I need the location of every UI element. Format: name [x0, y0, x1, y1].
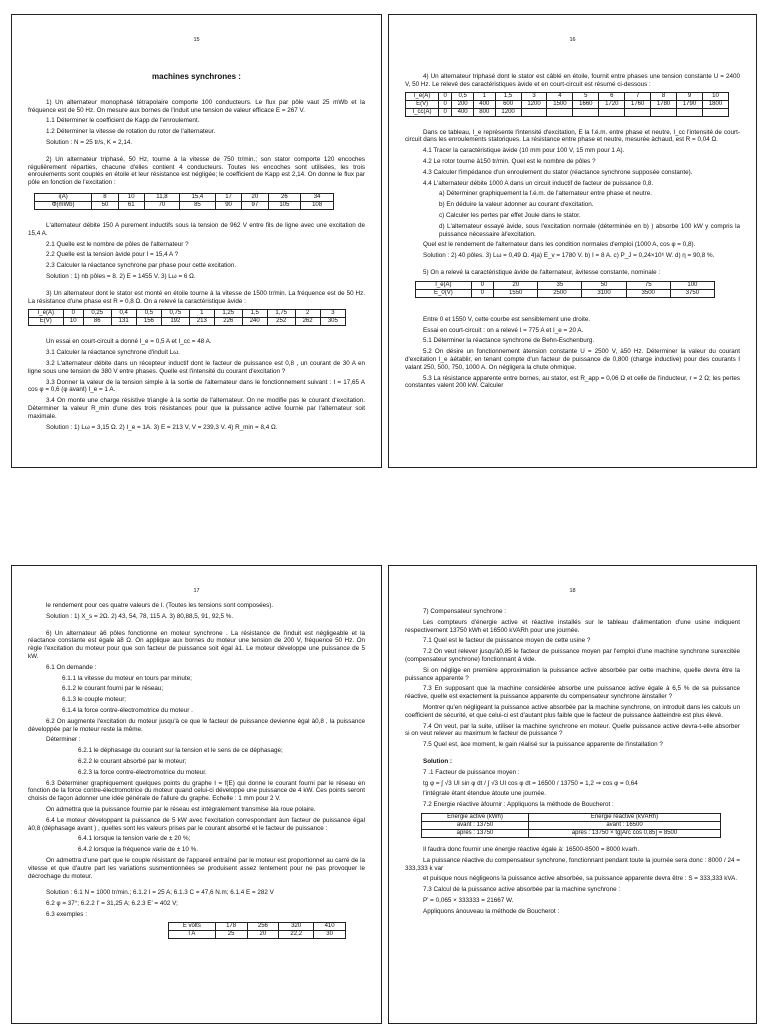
table-cell [702, 108, 728, 116]
paragraph: 6.1.1 la vitesse du moteur en tours par minute; [62, 674, 192, 682]
paragraph: 1) Un alternateur monophasé tétrapolaire comporte 100 conducteurs. Le flux par pôle vaut 25 mWb et la fréquence est de 50 Hz. On mesure aux bornes de l'induit une tension de valeur efficace E = 267 V. [28, 98, 365, 114]
table-cell: 305 [320, 318, 345, 326]
table-cell: 34 [301, 193, 334, 201]
table-row [29, 310, 346, 318]
table-cell: 4 [547, 92, 573, 100]
table-cell: 25 [215, 930, 247, 938]
table-cell [677, 108, 703, 116]
paragraph: Essai en court-circuit : on a relevé I = 775 A et I_e = 20 A. [423, 326, 584, 334]
table-cell: 20 [494, 281, 538, 289]
table-cell: I A [169, 930, 216, 938]
table-cell: 11,8 [144, 193, 179, 201]
table-cell: 256 [247, 922, 279, 930]
table-cell: 0 [439, 108, 452, 116]
table-cell: 131 [111, 318, 136, 326]
table-cell: 800 [473, 108, 495, 116]
solution: Solution : 1) Lω = 3,15 Ω. 2) I_e = 1A. 3) E = 213 V, V = 239,3 V. 4) R_min = 8,4 Ω. [46, 423, 278, 431]
paragraph: 6.3 Déterminer graphiquement quelques points du graphe I = f(E) qui donne le courant fourni par le réseau en fonction de la force contre-électromotrice du moteur quand celui-ci développe une puissance de 4 kW. Ces points seront choisis de façon àdonner une idée générale de l'allure du graphe. Echelle : 1 mm pour 2 V. [28, 779, 365, 803]
page-number: 15 [193, 37, 200, 43]
table-cell: 1,25 [214, 310, 242, 318]
table-cell: I_e(A) [406, 92, 439, 100]
table-cell: 50 [582, 281, 626, 289]
table-cell: 105 [268, 201, 301, 209]
table-cell: 1800 [702, 100, 728, 108]
solution: 6.3 exemples : [46, 910, 87, 918]
table-cell: 20 [242, 193, 268, 201]
table-cell: 75 [626, 281, 670, 289]
table-cell: 0,5 [452, 92, 474, 100]
paragraph: 6.1.4 la force contre-électromotrice du moteur . [62, 706, 193, 714]
paragraph: 7.5 Quel est, àce moment, le gain réalisé sur la puissance apparente de l'installation ? [423, 741, 663, 749]
table-row [35, 193, 334, 201]
paragraph: Dans ce tableau, I_e représente l'intensité d'excitation, E la f.é.m. entre phase et neutre, I_cc l'intensité de court-circuit dans les enroulements statoriques. La résistance entre phase et neutre, mesurée àchaud, est R = 0,04 Ω. [405, 128, 740, 144]
page-16 [388, 14, 757, 468]
table-row [416, 281, 715, 289]
table-cell: 1,5 [242, 310, 267, 318]
paragraph: Les compteurs d'énergie active et réactive installés sur le tableau d'alimentation d'une usine indiquent respectivement 13750 kWh et 16500 kVARh pour une journée. [405, 618, 740, 634]
table-cell: 156 [136, 318, 161, 326]
example-table [168, 922, 346, 939]
table-cell: 108 [301, 201, 334, 209]
table-cell: 9 [677, 92, 703, 100]
paragraph: d) L'alternateur essayé àvide, sous l'excitation normale (déterminée en b) ) absorbe 100 kW y compris la puissance nécessaire àl'excitation. [439, 222, 740, 238]
paragraph: 4.2 Le rotor tourne à150 tr/min. Quel est le nombre de pôles ? [423, 157, 596, 165]
table-cell: 100 [670, 281, 714, 289]
table-cell: 400 [473, 100, 495, 108]
table-cell: 2 [295, 310, 320, 318]
solution: Solution : 1) nb pôles = 8. 2) E = 1455 V. 3) Lω = 6 Ω. [46, 272, 196, 280]
table-cell: 15,4 [179, 193, 215, 201]
paragraph: Quel est le rendement de l'alternateur dans les condition normales d'emploi (1000 A, cos φ = 0,8). [423, 241, 696, 249]
table-cell: avant : 13750 [422, 821, 529, 829]
table-row [406, 92, 729, 100]
paragraph: a) Déterminer graphiquement la f.é.m. de l'alternateur entre phase et neutre. [439, 190, 652, 198]
solution: Solution : 1) X_s = 2Ω. 2) 43, 54, 78, 115 A. 3) 80,88,5, 91, 92,5 %. [46, 612, 234, 620]
no-load-table [28, 309, 346, 326]
paragraph: et puisque nous négligeons la puissance active absorbée, sa puissance apparente devra être : S = 333,333 kVA. [423, 875, 738, 883]
paragraph: 4) Un alternateur triphasé dont le stator est câblé en étoile, fournit entre phases une tension constante U = 2400 V, 50 Hz. Le relevé des caractéristiques àvide et en court-circuit est résumé ci-dessous : [405, 73, 740, 88]
table-cell: 0 [471, 281, 493, 289]
paragraph: 4.3 Calculer l'impédance d'un enroulement du stator (réactance synchrone supposée constante). [423, 168, 693, 176]
table-cell: i(A) [35, 193, 92, 201]
table-cell [651, 108, 677, 116]
table-cell: avant : 16500 [529, 821, 721, 829]
paragraph: Si on néglige en première approximation la puissance active absorbée par cette machine, quelle devra être la puissance apparente ? [405, 666, 740, 682]
table-cell: 1,5 [495, 92, 521, 100]
paragraph: 7.2 On veut relever jusqu'à0,85 le facteur de puissance moyen par l'emploi d'une machine synchrone surexcitée (compensateur synchrone) fonctionnant à vide. [405, 648, 740, 663]
table-cell: 1760 [625, 100, 651, 108]
table-row [406, 108, 729, 116]
paragraph: On admettra que la puissance fournie par le réseau est intégralement transmise àla roue polaire. [46, 805, 316, 813]
table-cell [521, 108, 547, 116]
page-number: 16 [569, 37, 576, 43]
table-cell: 1 [189, 310, 214, 318]
table-cell: 8 [651, 92, 677, 100]
table-cell: 320 [279, 922, 314, 930]
paragraph: Montrer qu'en négligeant la puissance active absorbée par la machine synchrone, on introduit dans les calculs un coefficient de sécurité, et que celui-ci est d'autant plus faible que le facteur de puissance àatteindre est plus élevé. [405, 703, 740, 719]
paragraph: 3.3 Donner la valeur de la tension simple à la sortie de l'alternateur dans le fonctionnement suivant : I = 17,65 A cos φ = 0,6 (φ avant) I_e = 1 A. [28, 378, 365, 394]
paragraph: Appliquons ànouveau la méthode de Boucherot : [423, 907, 560, 915]
paragraph: 7.2 Energie réactive àfournir : Appliquons la méthode de Boucherot : [423, 801, 614, 809]
table-cell: 10 [118, 193, 144, 201]
paragraph: 5.2 On désire un fonctionnement àtension constante U = 2500 V, à50 Hz. Déterminer la valeur du courant d'excitation I_e àétablir, en tenant compte d'un facteur de puissance de 0,800 (charge inductive) pour des courants I valant 250, 500, 750, 1000 A. On négligera la chute ohmique. [405, 348, 740, 371]
table-cell: 6 [599, 92, 625, 100]
table-cell: 200 [452, 100, 474, 108]
paragraph: On admettra d'une part que le couple résistant de l'appareil entraîné par le moteur est proportionnel au carré de la vitesse et que d'autre part les variations susmentionnées se produisent assez lentement pour ne pas provoquer le décrochage du moteur. [28, 856, 365, 880]
paragraph: l'intégrale étant étendue àtoute une journée. [423, 790, 547, 798]
table-cell: 1 [473, 92, 495, 100]
paragraph: Un essai en court-circuit a donné I_e = 0,5 A et I_cc = 48 A. [46, 338, 212, 346]
table-cell: 70 [144, 201, 179, 209]
table-cell: 1720 [599, 100, 625, 108]
paragraph: 3.4 On monte une charge résistive triangle à la sortie de l'alternateur. On ne modifie pas le courant d'excitation. Déterminer la valeur R_min d'une des trois résistances pour que la puissance active fournie par l'alternateur soit maximale. [28, 397, 365, 420]
table-cell: 10 [63, 318, 83, 326]
paragraph: 7.4 On veut, par la suite, utiliser la machine synchrone en moteur. Quelle puissance active devra-t-elle absorber si on veut relever au maximum le facteur de puissance ? [405, 722, 740, 738]
table-cell: I_cc(A) [406, 108, 439, 116]
paragraph: 6.1.2 le courant fourni par le réseau; [62, 685, 164, 693]
table-cell: 252 [267, 318, 295, 326]
paragraph: 7 .1 Facteur de puissance moyen : [423, 768, 520, 776]
table-cell: 1200 [521, 100, 547, 108]
no-load-table [415, 281, 715, 298]
table-cell: 5 [573, 92, 599, 100]
paragraph: 6.1 On demande : [46, 663, 97, 671]
table-row [416, 289, 715, 297]
paragraph: 2.3 Calculer la réactance synchrone par phase pour cette excitation. [46, 262, 237, 270]
paragraph: 6.2.2 le courant absorbé par le moteur; [78, 757, 187, 765]
table-cell: après : 13750 × tg[Arc cos 0,85] = 8500 [529, 829, 721, 837]
table-cell: 0,75 [162, 310, 190, 318]
table-cell [599, 108, 625, 116]
paragraph: 6.4.2 lorsque la fréquence varie de ± 10 %. [78, 846, 199, 854]
table-cell: 61 [118, 201, 144, 209]
paragraph: 5.3 La résistance apparente entre bornes, au stator, est R_app = 0,06 Ω et celle de l'inducteur, r = 2 Ω; les pertes constantes valent 200 kW. Calculer [405, 374, 740, 390]
table-cell: 30 [314, 930, 346, 938]
table-cell: 0,4 [111, 310, 136, 318]
page-number: 17 [193, 588, 200, 594]
table-cell: 3500 [626, 289, 670, 297]
table-cell: 97 [242, 201, 268, 209]
paragraph: 2) Un alternateur triphasé, 50 Hz, tourne à la vitesse de 750 tr/min.; son stator comporte 120 encoches régulièrement réparties, chacune d'elles contient 4 conducteurs. Toutes les encoches sont utilisées, les trois enroulements sont couplés en étoile et leur résistance est négligée; le coefficient de Kapp est 2,14. On donne le flux par pôle en fonction de l'excitation : [28, 155, 365, 187]
paragraph: 7) Compensateur synchrone : [423, 608, 506, 615]
table-cell: 262 [295, 318, 320, 326]
table-cell: 8 [92, 193, 118, 201]
table-cell [625, 108, 651, 116]
formula: tg φ = ∫ √3 UI sin φ dt / ∫ √3 UI cos φ dt = 16500 / 13750 = 1,2 ⇒ cos φ = 0,64 [423, 779, 638, 787]
paragraph: 3.2 L'alternateur débite dans un récepteur inductif dont le facteur de puissance est 0,8 , un courant de 30 A en ligne sous une tension de 380 V entre phases. Quelle est l'intensité du courant d'excitation ? [28, 359, 365, 375]
paragraph: 7.3 Calcul de la puissance active absorbée par la machine synchrone : [423, 886, 621, 894]
page-number: 18 [569, 588, 576, 594]
paragraph: 6.4.1 lorsque la tension varie de ± 20 %; [78, 835, 191, 843]
solution-heading: Solution : [423, 757, 453, 765]
energy-table [421, 813, 721, 838]
table-cell: 86 [83, 318, 111, 326]
solution: Solution : N = 25 tr/s, K = 2,14. [46, 138, 133, 146]
paragraph: 3.1 Calculer la réactance synchrone d'induit Lω. [46, 349, 180, 357]
table-cell: 0 [471, 289, 493, 297]
solution: Solution : 2) 40 pôles. 3) Lω = 0,49 Ω. 4)a) E_v = 1780 V. b) I = 8 A. c) P_J = 0,24×10⁶ W. d) η = 90,8 %. [423, 252, 715, 260]
table-cell: 1550 [494, 289, 538, 297]
table-cell: 178 [215, 922, 247, 930]
table-cell: E_0(V) [416, 289, 472, 297]
table-cell: 410 [314, 922, 346, 930]
paragraph: 6) Un alternateur à6 pôles fonctionne en moteur synchrone . La résistance de l'induit est négligeable et la réactance constante est égale à8 Ω. On applique aux bornes du moteur une tension de 200 V, fréquence 50 Hz. On règle l'excitation du moteur pour que son facteur de puissance soit égal à1. Le moteur développe une puissance de 5 kW. [28, 629, 365, 660]
paragraph: c) Calculer les pertes par effet Joule dans le stator. [439, 211, 581, 219]
section-title: machines synchrones : [152, 72, 241, 81]
paragraph: La puissance réactive du compensateur synchrone, fonctionnant pendant toute la journée sera donc : 8000 / 24 = 333,333 k var [405, 856, 740, 872]
table-cell: 400 [452, 108, 474, 116]
page-15 [11, 14, 382, 468]
table-cell: 0 [439, 100, 452, 108]
table-cell: 35 [538, 281, 582, 289]
table-cell: 3 [320, 310, 345, 318]
table-cell: 226 [214, 318, 242, 326]
table-cell: E(V) [406, 100, 439, 108]
flux-table [34, 193, 334, 210]
table-cell: 26 [268, 193, 301, 201]
paragraph: 7.1 Quel est le facteur de puissance moyen de cette usine ? [423, 637, 591, 645]
paragraph: 2.2 Quelle est la tension àvide pour I = 15,4 A ? [46, 251, 179, 259]
paragraph: Entre 0 et 1550 V, cette courbe est sensiblement une droite. [423, 315, 591, 323]
table-cell: E volts [169, 922, 216, 930]
table-cell: 10 [702, 92, 728, 100]
paragraph: P' = 0,065 × 333333 = 21667 W. [423, 896, 514, 904]
table-cell: 1200 [495, 108, 521, 116]
paragraph: 6.1.3 le couple moteur; [62, 696, 127, 704]
page-18 [388, 565, 757, 1024]
table-cell: 192 [162, 318, 190, 326]
table-cell: 0 [439, 92, 452, 100]
table-row [169, 930, 346, 938]
table-row [169, 922, 346, 930]
paragraph: 1.1 Déterminer le coefficient de Kapp de l'enroulement. [46, 117, 200, 125]
table-cell: 2500 [538, 289, 582, 297]
characteristics-table [405, 92, 729, 117]
table-cell: I_e(A) [416, 281, 472, 289]
paragraph: 4.1 Tracer la caractéristique àvide (10 mm pour 100 V, 15 mm pour 1 A). [423, 147, 625, 155]
solution: 6.2 φ = 37°; 6.2.2 I' = 31,25 A; 6.2.3 E' = 402 V; [46, 900, 178, 908]
table-cell: Energie active (kWh) [422, 813, 529, 821]
table-cell: 90 [215, 201, 241, 209]
table-cell: 0,25 [83, 310, 111, 318]
table-cell: 22,2 [279, 930, 314, 938]
table-cell: 3 [521, 92, 547, 100]
table-cell: 600 [495, 100, 521, 108]
paragraph: 2.1 Quelle est le nombre de pôles de l'alternateur ? [46, 240, 189, 248]
page-17 [11, 565, 382, 1024]
table-cell: 1780 [651, 100, 677, 108]
table-cell: 20 [247, 930, 279, 938]
table-cell: 85 [179, 201, 215, 209]
table-cell: 1790 [677, 100, 703, 108]
table-cell: 1,75 [267, 310, 295, 318]
paragraph: L'alternateur débite 150 A purement inductifs sous la tension de 962 V entre fils de ligne avec une excitation de 15,4 A. [28, 221, 365, 237]
solution: Solution : 6.1 N = 1000 tr/min.; 6.1.2 I = 25 A; 6.1.3 C = 47,6 N.m; 6.1.4 E = 282 V [46, 889, 274, 897]
table-row [35, 201, 334, 209]
table-cell: 1500 [547, 100, 573, 108]
table-cell: Φ(mWb) [35, 201, 92, 209]
paragraph: 7.3 En supposant que la machine considérée absorbe une puissance active égale à 6,5 % de sa puissance réactive, quelle est exactement la puissance apparente du compensateur synchrone àinstaller ? [405, 685, 740, 701]
paragraph: 6.2.1 le déphasage du courant sur la tension et le sens de ce déphasage; [78, 747, 283, 755]
table-cell: 213 [189, 318, 214, 326]
table-row [29, 318, 346, 326]
paragraph: b) En déduire la valeur àdonner au courant d'excitation. [439, 201, 594, 209]
paragraph: 4.4 L'alternateur débite 1000 A dans un circuit inductif de facteur de puissance 0,8. [423, 179, 654, 187]
paragraph: Déterminer : [46, 736, 81, 744]
table-cell: 50 [92, 201, 118, 209]
table-cell: 0 [63, 310, 83, 318]
table-cell: 0,5 [136, 310, 161, 318]
table-cell: 1660 [573, 100, 599, 108]
table-cell: 240 [242, 318, 267, 326]
paragraph: 5) On a relevé la caractéristique àvide de l'alternateur, àvitesse constante, nominale : [423, 268, 661, 276]
table-cell: E(V) [29, 318, 64, 326]
table-row [406, 100, 729, 108]
table-cell: après : 13750 [422, 829, 529, 837]
paragraph: le rendement pour ces quatre valeurs de I. (Toutes les tensions sont composées). [46, 602, 274, 609]
table-row [422, 829, 721, 837]
paragraph: Il faudra donc fournir une énergie réactive égale à: 16500-8500 = 8000 kvarh. [423, 845, 640, 853]
table-cell: I_e(A) [29, 310, 64, 318]
table-cell [573, 108, 599, 116]
table-row [422, 813, 721, 821]
paragraph: 6.4 Le moteur développant la puissance de 5 kW avec l'excitation correspondant àun facteur de puissance égal à0,8 (déphasage avant ) , quelles sont les valeurs prises par le courant absorbé et le facteur de puissance : [28, 816, 365, 832]
paragraph: 5.1 Déterminer la réactance synchrone de Behn-Eschenburg. [423, 337, 595, 345]
table-cell: 17 [215, 193, 241, 201]
table-cell [547, 108, 573, 116]
table-cell: Energie réactive (kVARh) [529, 813, 721, 821]
table-cell: 3750 [670, 289, 714, 297]
table-cell: 7 [625, 92, 651, 100]
paragraph: 1.2 Déterminer la vitesse de rotation du rotor de l'alternateur. [46, 128, 216, 136]
table-cell: 3100 [582, 289, 626, 297]
paragraph: 6.2.3 la force contre-électromotrice du moteur. [78, 768, 207, 776]
table-row [422, 821, 721, 829]
paragraph: 3) Un alternateur dont le stator est monté en étoile tourne à la vitesse de 1500 tr/min. La fréquence est de 50 Hz. La résistance d'une phase est R = 0,8 Ω. On a relevé la caractéristique àvide : [28, 289, 365, 305]
paragraph: 6.2 On augmente l'excitation du moteur jusqu'à ce que le facteur de puissance devienne égal à0,8 , la puissance développée par le moteur reste la même. [28, 717, 365, 733]
